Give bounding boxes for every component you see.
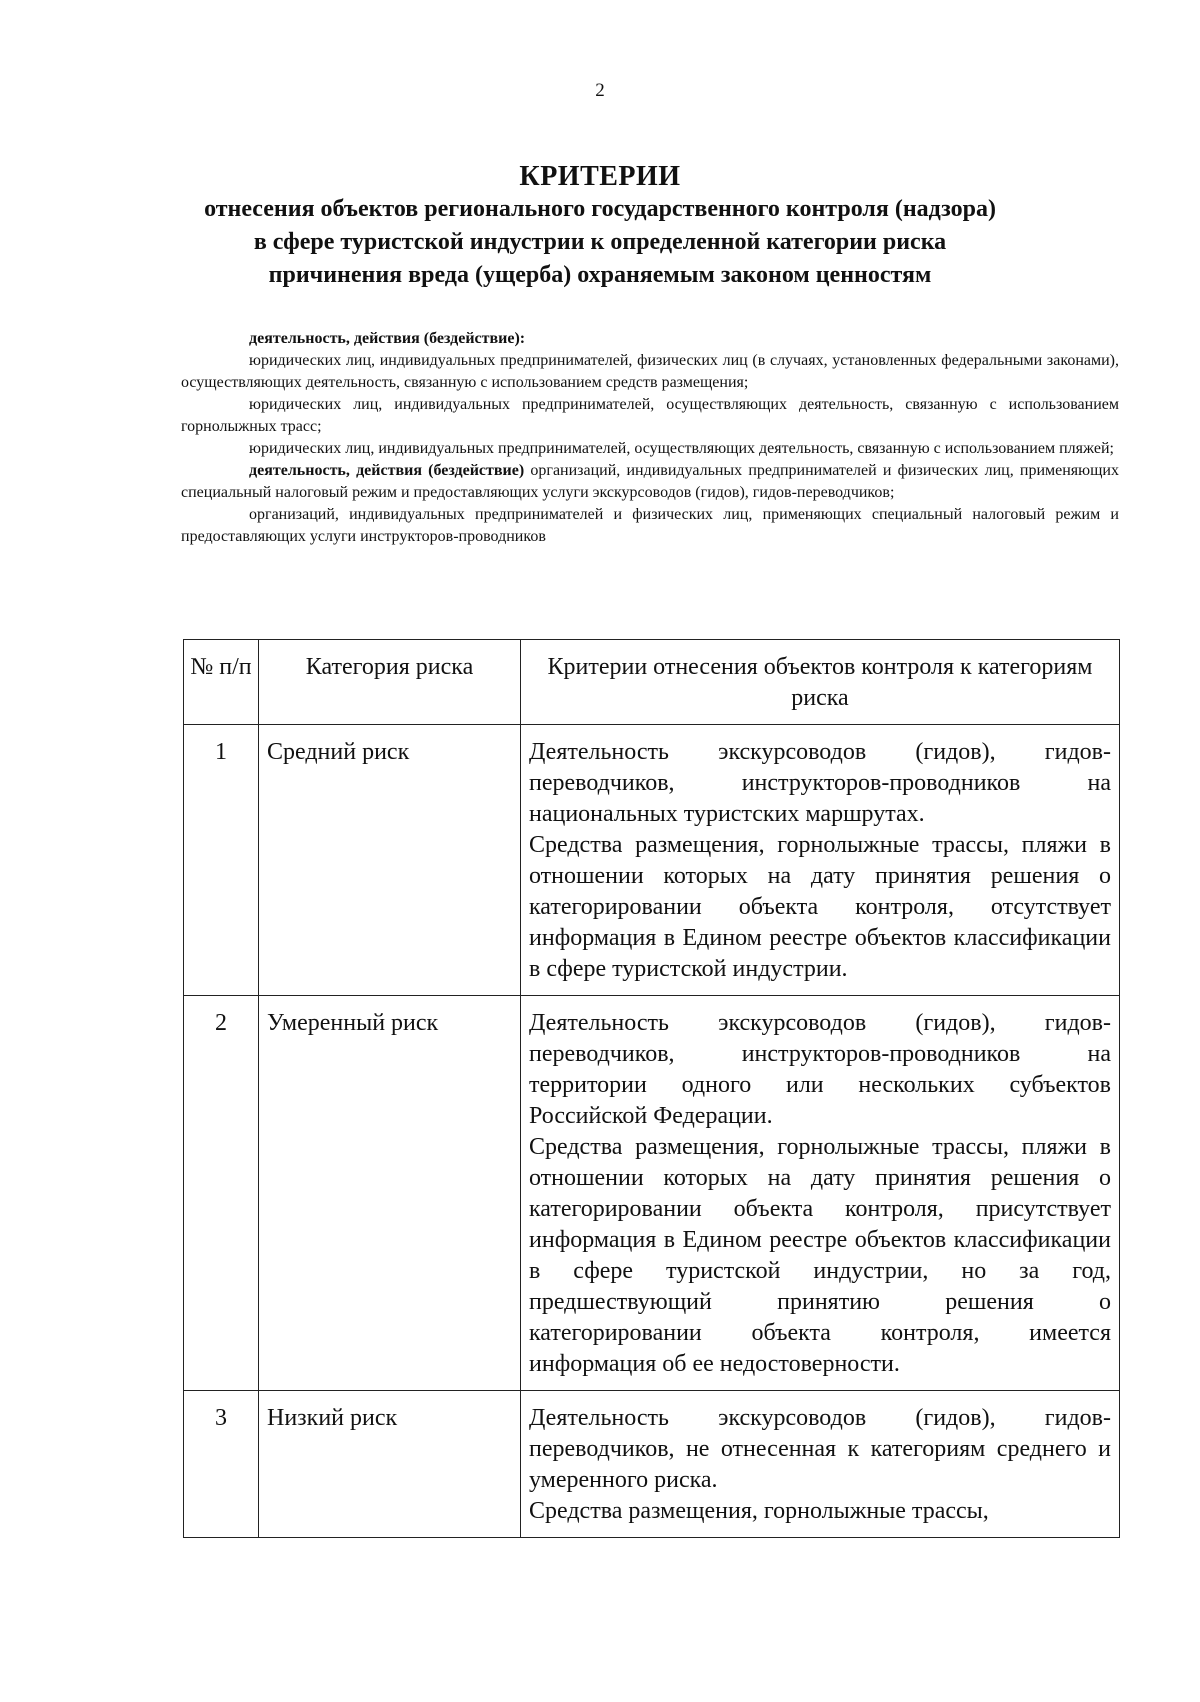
criteria-text: Деятельность экскурсоводов (гидов), гидов-переводчиков, инструкторов-проводников на национальных туристских маршрутах.: [529, 739, 1111, 827]
intro-paragraph: организаций, индивидуальных предпринимателей и физических лиц, применяющих специальный налоговый режим и предоставляющих услуги инструкторов-проводников: [181, 506, 1119, 545]
table-row: [184, 996, 1120, 1391]
document-title: [150, 160, 1050, 292]
page-number: 2: [595, 80, 605, 101]
criteria-table: [183, 639, 1120, 1538]
row-criteria: [521, 996, 1120, 1391]
row-category: Средний риск: [259, 725, 521, 996]
intro-paragraph: юридических лиц, индивидуальных предпринимателей, осуществляющих деятельность, связанную с использованием горнолыжных трасс;: [181, 396, 1119, 435]
header-criteria: Критерии отнесения объектов контроля к категориям риска: [521, 640, 1120, 725]
intro-paragraph: юридических лиц, индивидуальных предпринимателей, осуществляющих деятельность, связанную с использованием пляжей;: [249, 440, 1114, 457]
row-number: 1: [184, 725, 259, 996]
table-row: [184, 725, 1120, 996]
title-main: КРИТЕРИИ: [519, 161, 681, 192]
title-line-1: отнесения объектов регионального государственного контроля (надзора): [204, 196, 996, 222]
intro-bold-lead: деятельность, действия (бездействие): [249, 462, 525, 479]
row-criteria: [521, 725, 1120, 996]
intro-paragraph: [181, 460, 1119, 504]
criteria-text: Деятельность экскурсоводов (гидов), гидов-переводчиков, не отнесенная к категориям среднего и умеренного риска.: [529, 1405, 1111, 1493]
header-number: № п/п: [184, 640, 259, 725]
row-category: Умеренный риск: [259, 996, 521, 1391]
criteria-text: Деятельность экскурсоводов (гидов), гидов-переводчиков, инструкторов-проводников на территории одного или нескольких субъектов Российской Федерации.: [529, 1010, 1111, 1129]
header-category: Категория риска: [259, 640, 521, 725]
title-line-3: причинения вреда (ущерба) охраняемым законом ценностям: [268, 262, 932, 288]
criteria-text: Средства размещения, горнолыжные трассы,: [529, 1498, 989, 1524]
intro-paragraph: деятельность, действия (бездействие):: [249, 330, 526, 347]
criteria-text: Средства размещения, горнолыжные трассы, пляжи в отношении которых на дату принятия решения о категорировании объекта контроля, присутствует информация в Едином реестре объектов классификации в сфере туристской индустрии, но за год, предшествующий принятию решения о категорировании объекта контроля, имеется информация об ее недостоверности.: [529, 1134, 1111, 1377]
criteria-text: Средства размещения, горнолыжные трассы, пляжи в отношении которых на дату принятия решения о категорировании объекта контроля, отсутствует информация в Едином реестре объектов классификации в сфере туристской индустрии.: [529, 832, 1111, 982]
intro-paragraph: юридических лиц, индивидуальных предпринимателей, физических лиц (в случаях, установленных федеральными законами), осуществляющих деятельность, связанную с использованием средств размещения;: [181, 352, 1119, 391]
row-number: 2: [184, 996, 259, 1391]
table-row: [184, 1391, 1120, 1538]
row-category: Низкий риск: [259, 1391, 521, 1538]
intro-text: [181, 328, 1119, 548]
row-number: 3: [184, 1391, 259, 1538]
title-line-2: в сфере туристской индустрии к определенной категории риска: [253, 229, 947, 255]
intro-paragraph-rest: организаций, индивидуальных предпринимателей и физических лиц, применяющих специальный налоговый режим и предоставляющих услуги экскурсоводов (гидов), гидов-переводчиков;: [181, 462, 1119, 501]
row-criteria: [521, 1391, 1120, 1538]
table-header-row: [184, 640, 1120, 725]
